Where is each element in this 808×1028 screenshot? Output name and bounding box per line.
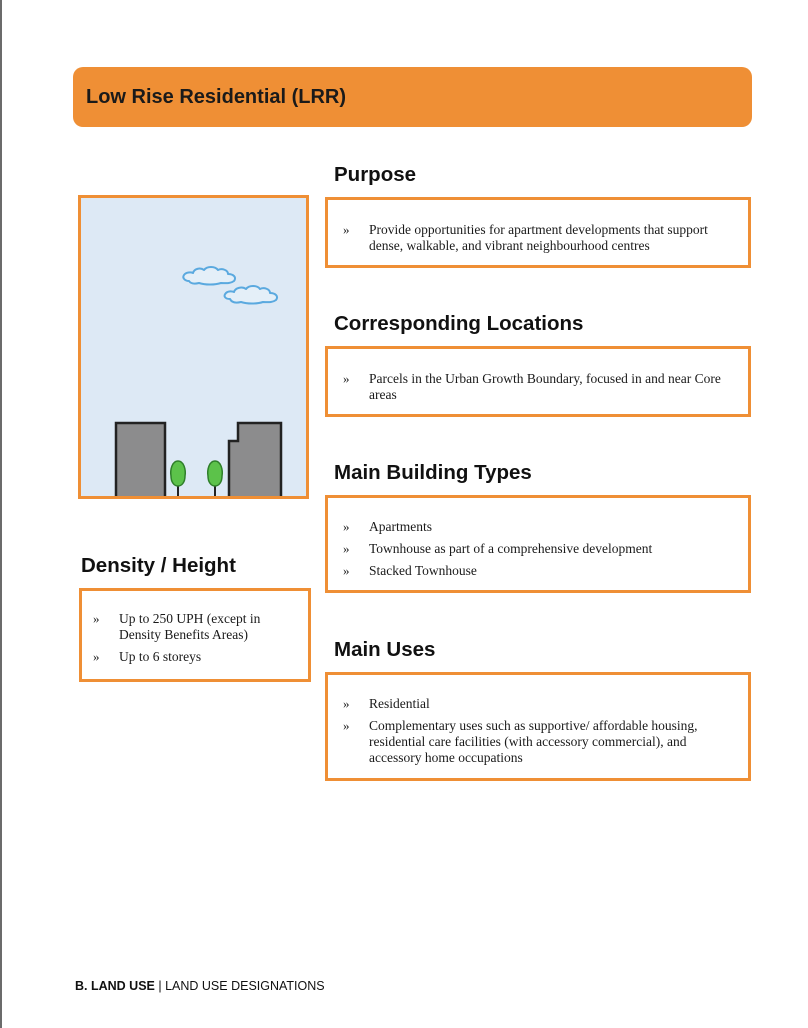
- list-item: » Parcels in the Urban Growth Boundary, focused in and near Core areas: [343, 371, 721, 402]
- bullet-chevron-icon: »: [343, 696, 350, 711]
- density-height-box: [79, 588, 311, 682]
- tree-icon: [171, 461, 185, 496]
- building-illustration: [78, 195, 309, 499]
- list-item: » Stacked Townhouse: [343, 563, 477, 578]
- designation-banner: [73, 67, 752, 127]
- footer-subsection: LAND USE DESIGNATIONS: [165, 979, 325, 993]
- purpose-heading: Purpose: [334, 163, 417, 186]
- locations-box: [325, 346, 751, 417]
- locations-list: [343, 371, 738, 403]
- list-item: » Apartments: [343, 519, 432, 534]
- bullet-chevron-icon: »: [93, 611, 100, 626]
- bullet-chevron-icon: »: [343, 718, 350, 733]
- list-item: » Up to 6 storeys: [93, 649, 202, 664]
- building-icon: [116, 423, 165, 496]
- page-title: Low Rise Residential (LRR): [86, 85, 347, 108]
- main-uses-box: [325, 672, 751, 781]
- cloud-icon: [225, 286, 277, 304]
- bullet-chevron-icon: »: [343, 541, 350, 556]
- building-types-box: [325, 495, 751, 593]
- bullet-chevron-icon: »: [343, 371, 350, 386]
- page-edge: [0, 0, 2, 1028]
- list-item: » Up to 250 UPH (except in Density Benefits Areas): [93, 611, 261, 642]
- footer-section: B. LAND USE: [75, 979, 155, 993]
- main-uses-heading: Main Uses: [334, 638, 436, 661]
- cloud-icon: [183, 267, 235, 285]
- locations-heading: Corresponding Locations: [334, 312, 584, 335]
- bullet-chevron-icon: »: [93, 649, 100, 664]
- purpose-list: [343, 222, 738, 254]
- footer-separator: |: [158, 979, 162, 993]
- building-types-list: [343, 519, 738, 579]
- main-uses-list: [343, 696, 738, 766]
- page-footer: [75, 979, 325, 993]
- list-item: » Townhouse as part of a comprehensive development: [343, 541, 653, 556]
- density-height-heading: Density / Height: [81, 554, 236, 577]
- building-icon: [229, 423, 281, 496]
- list-item: » Residential: [343, 696, 430, 711]
- bullet-chevron-icon: »: [343, 563, 350, 578]
- bullet-chevron-icon: »: [343, 222, 350, 237]
- building-types-heading: Main Building Types: [334, 461, 532, 484]
- list-item: » Provide opportunities for apartment developments that support dense, walkable, and vibrant neighbourhood centres: [343, 222, 708, 253]
- skyline-graphic: [81, 198, 306, 496]
- density-height-list: [93, 611, 300, 665]
- purpose-box: [325, 197, 751, 268]
- list-item: » Complementary uses such as supportive/ affordable housing, residential care facilities (with accessory commercial), and accessory home occupations: [343, 718, 698, 765]
- bullet-chevron-icon: »: [343, 519, 350, 534]
- tree-icon: [208, 461, 222, 496]
